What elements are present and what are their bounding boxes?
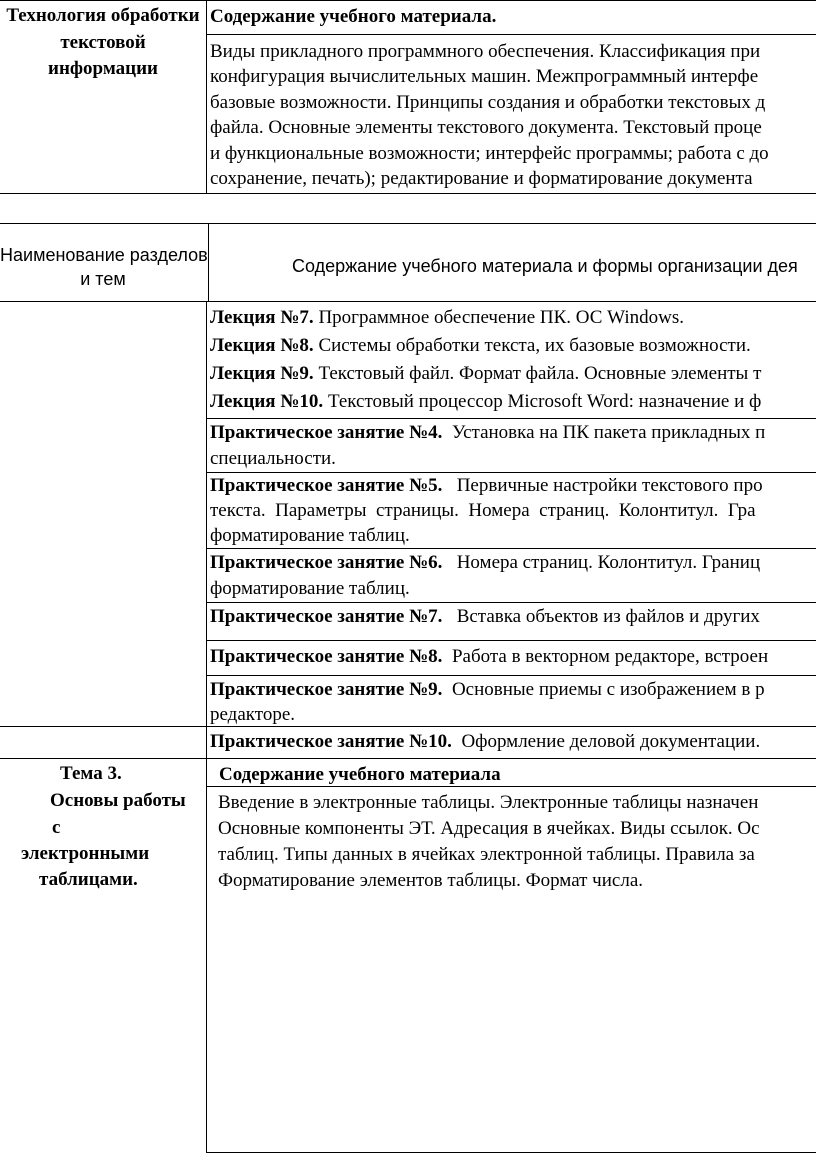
lecture-text: Текстовый процессор Microsoft Word: назначение и ф bbox=[323, 391, 762, 412]
section-title-line: Технология обработки bbox=[6, 5, 200, 26]
content-line: Виды прикладного программного обеспечения. Классификация при bbox=[210, 41, 761, 62]
practical-text: Оформление деловой документации. bbox=[451, 731, 761, 752]
topic-content-header: Содержание учебного материала bbox=[219, 764, 501, 785]
practical-text: Работа в векторном редакторе, встроен bbox=[442, 646, 769, 667]
table-border bbox=[0, 223, 816, 224]
practical-item bbox=[210, 603, 760, 631]
section-title-line: текстовой bbox=[60, 32, 146, 53]
practical-label: Практическое занятие №4. bbox=[210, 422, 443, 443]
practical-label: Практическое занятие №8. bbox=[210, 646, 443, 667]
content-line: и функциональные возможности; интерфейс программы; работа с до bbox=[210, 143, 769, 164]
practical-text: Основные приемы с изображением в р bbox=[442, 679, 765, 700]
lecture-label: Лекция №10. bbox=[210, 391, 324, 412]
content-line: Введение в электронные таблицы. Электронные таблицы назначен bbox=[218, 792, 759, 813]
table-border bbox=[206, 640, 816, 641]
topic-title-line: Тема 3. bbox=[60, 763, 122, 784]
lecture-label: Лекция №9. bbox=[210, 363, 314, 384]
column-header-line: и тем bbox=[80, 269, 126, 289]
table-border bbox=[0, 193, 816, 194]
lecture-text: Системы обработки текста, их базовые возможности. bbox=[313, 335, 751, 356]
practical-item bbox=[210, 549, 760, 577]
practical-item bbox=[210, 728, 760, 756]
table-border bbox=[206, 34, 816, 35]
table-border bbox=[206, 0, 207, 194]
table-border bbox=[206, 301, 207, 1153]
practical-text-line: редакторе. bbox=[210, 704, 295, 725]
practical-text-line: форматирование таблиц. bbox=[210, 525, 410, 546]
content-line: конфигурация вычислительных машин. Межпрограммный интерфе bbox=[210, 66, 759, 87]
practical-text: Номера страниц. Колонтитул. Границ bbox=[442, 552, 761, 573]
practical-text: Установка на ПК пакета прикладных п bbox=[442, 422, 766, 443]
practical-text-line: форматирование таблиц. bbox=[210, 578, 410, 599]
practical-item bbox=[210, 676, 765, 704]
lecture-label: Лекция №7. bbox=[210, 307, 314, 328]
column-header-line: Наименование разделов bbox=[0, 245, 208, 265]
table-border bbox=[206, 1152, 816, 1153]
practical-text: Первичные настройки текстового про bbox=[442, 475, 763, 496]
content-line: файла. Основные элементы текстового документа. Текстовый проце bbox=[210, 117, 762, 138]
topic-title-line: Основы работы bbox=[50, 790, 186, 811]
content-line: Основные компоненты ЭТ. Адресация в ячейках. Виды ссылок. Ос bbox=[218, 818, 760, 839]
lecture-item bbox=[210, 332, 751, 360]
lecture-item bbox=[210, 388, 761, 416]
practical-label: Практическое занятие №10. bbox=[210, 731, 452, 752]
practical-label: Практическое занятие №5. bbox=[210, 475, 443, 496]
practical-item bbox=[210, 643, 768, 671]
table-border bbox=[0, 301, 816, 302]
table-border bbox=[0, 758, 816, 759]
section-title-line: информации bbox=[48, 58, 158, 79]
practical-item bbox=[210, 419, 765, 447]
practical-label: Практическое занятие №9. bbox=[210, 679, 443, 700]
topic-title-line: с bbox=[52, 817, 61, 838]
table-border bbox=[208, 223, 209, 302]
practical-text-line: текста. Параметры страницы. Номера страниц. Колонтитул. Гра bbox=[210, 500, 756, 521]
lecture-label: Лекция №8. bbox=[210, 335, 314, 356]
column-header-content: Содержание учебного материала и формы организации дея bbox=[292, 256, 798, 276]
practical-label: Практическое занятие №6. bbox=[210, 552, 443, 573]
topic-title-line: таблицами. bbox=[39, 869, 138, 890]
lecture-text: Программное обеспечение ПК. ОС Windows. bbox=[313, 307, 684, 328]
content-header: Содержание учебного материала. bbox=[210, 6, 497, 27]
topic-title-line: электронными bbox=[21, 843, 150, 864]
table-border bbox=[0, 0, 816, 1]
practical-label: Практическое занятие №7. bbox=[210, 606, 443, 627]
lecture-text: Текстовый файл. Формат файла. Основные элементы т bbox=[313, 363, 762, 384]
lecture-item bbox=[210, 304, 684, 332]
practical-text-line: специальности. bbox=[210, 448, 336, 469]
practical-item bbox=[210, 472, 763, 500]
content-line: таблиц. Типы данных в ячейках электронной таблицы. Правила за bbox=[218, 844, 755, 865]
content-line: Форматирование элементов таблицы. Формат числа. bbox=[218, 870, 644, 891]
practical-text: Вставка объектов из файлов и других bbox=[442, 606, 760, 627]
lecture-item bbox=[210, 360, 761, 388]
content-line: базовые возможности. Принципы создания и обработки текстовых д bbox=[210, 92, 766, 113]
table-border bbox=[0, 726, 816, 727]
content-line: сохранение, печать); редактирование и форматирование документа bbox=[210, 168, 753, 189]
